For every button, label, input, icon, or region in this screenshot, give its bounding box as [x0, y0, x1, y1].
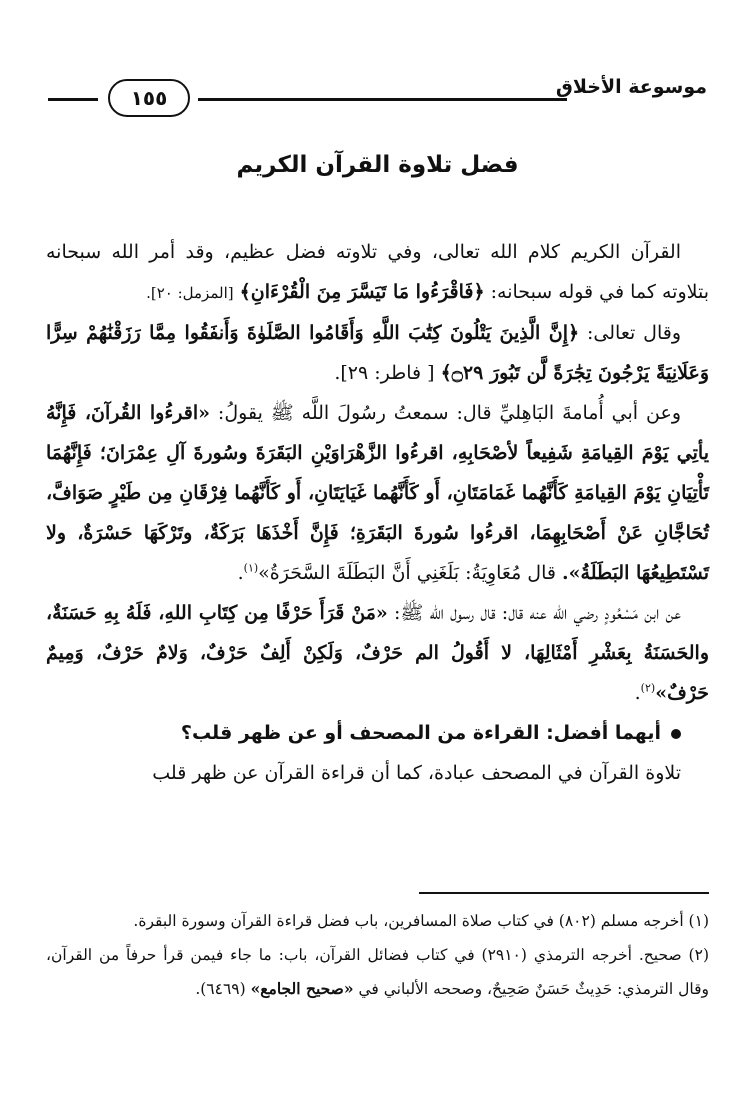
- paragraph-4: [46, 593, 709, 713]
- bullet-heading: [46, 713, 709, 753]
- verse-reference: [ فاطر: ٢٩].: [334, 362, 435, 384]
- page-header: [48, 74, 707, 122]
- p3-intro: وعن أبي أُمامةَ البَاهِليِّ قال: سمعتُ رسُولَ اللَّه ﷺ يقولُ:: [210, 402, 681, 424]
- hadith-text: «مَنْ قَرَأَ حَرْفًا مِن كِتَابِ اللهِ، فَلَهُ بِهِ حَسَنَةٌ، والحَسَنَةُ بِعَشْرِ أَمْثَالِهَا، لا أَقُولُ الم حَرْفٌ، وَلَكِنْ أَلِفٌ حَرْفٌ، وَلامٌ حَرْفٌ، وَمِيمٌ حَرْفٌ»: [46, 602, 709, 704]
- footnote-marker-1: (١): [243, 561, 259, 575]
- bullet-icon: [671, 729, 681, 739]
- p4-intro: عن ابن مَسْعُودٍ رضي الله عنه قال: قال رسول الله ﷺ:: [387, 602, 681, 624]
- body-text: [46, 232, 709, 793]
- section-title: فضل تلاوة القرآن الكريم: [236, 152, 519, 178]
- p5-text: تلاوة القرآن في المصحف عبادة، كما أن قراءة القرآن عن ظهر قلب: [152, 762, 681, 784]
- paragraph-1: [46, 232, 709, 313]
- p4-end: .: [634, 682, 641, 704]
- p2-intro: وقال تعالى:: [579, 322, 682, 344]
- paragraph-2: [46, 313, 709, 393]
- header-rule-short: [48, 98, 98, 101]
- page-number-badge: [108, 79, 190, 117]
- p3-end: .: [237, 562, 244, 584]
- footnote-marker-2: (٢): [640, 681, 656, 695]
- paragraph-5: [46, 753, 709, 793]
- quran-verse-muzzammil: ﴿فَاقْرَءُوا مَا تَيَسَّرَ مِنَ الْقُرْءَانِ﴾: [239, 281, 485, 303]
- header-rule: [198, 98, 567, 101]
- hadith-text: «اقرءُوا القُرآنَ، فَإِنَّهُ يأتِي يَوْمَ القِيامَةِ شَفِيعاً لأصْحَابِهِ، اقرءُوا الزَّهْرَاوَيْنِ البَقَرَةَ وسُورةَ آلِ عِمْرَانَ؛ فَإِنَّهُمَا تَأْتِيَانِ يَوْمَ القِيامَةِ كَأَنَّهُما غَمَامَتَانِ، أَو كَأَنَّهُما غَيَايَتَانِ، أَو كَأَنَّهُما فِرْقَانِ مِن طَيْرٍ صَوَافَّ، تُحَاجَّانِ عَنْ أَصْحَابِهِمَا، اقرءُوا سُورةَ البَقَرَةِ؛ فَإِنَّ أَخْذَهَا بَرَكَةٌ، وتَرْكَهَا حَسْرَةٌ، ولا تَسْتَطِيعُهَا البَطَلَةُ».: [46, 402, 709, 584]
- footnote-2-end: (٦٤٦٩).: [195, 980, 251, 998]
- verse-reference: [المزمل: ٢٠].: [146, 284, 234, 302]
- p1-intro: القرآن الكريم كلام الله تعالى، وفي تلاوته فضل عظيم، وقد أمر الله سبحانه بتلاوته كما في قوله سبحانه:: [46, 241, 709, 303]
- book-title: موسوعة الأخلاق: [555, 76, 707, 98]
- p3-tail: قال مُعَاوِيَةُ: بَلَغَنِي أَنَّ البَطَلَةَ السَّحَرَةُ»: [258, 562, 563, 584]
- footnote-2-text: (٢) صحيح. أخرجه الترمذي (٢٩١٠) في كتاب فضائل القرآن، باب: ما جاء فيمن قرأ حرفاً من القرآن، وقال الترمذي: حَدِيثٌ حَسَنٌ صَحِيحٌ، وصححه الألباني في: [46, 946, 709, 998]
- footnote-1: (١) أخرجه مسلم (٨٠٢) في كتاب صلاة المسافرين، باب فضل قراءة القرآن وسورة البقرة.: [133, 912, 709, 930]
- quran-verse-fatir: ﴿إِنَّ الَّذِينَ يَتْلُونَ كِتَٰبَ اللَّهِ وَأَقَامُوا الصَّلَوٰةَ وَأَنفَقُوا مِمَّا رَزَقْنَٰهُمْ سِرًّا وَعَلَانِيَةً يَرْجُونَ تِجَٰرَةً لَّن تَبُورَ ۝٢٩﴾: [46, 322, 709, 384]
- bullet-heading-text: أيهما أفضل: القراءة من المصحف أو عن ظهر قلب؟: [180, 722, 661, 744]
- footnote-2-book: «صحيح الجامع»: [250, 979, 354, 998]
- paragraph-3: [46, 393, 709, 593]
- footnote-separator: [419, 892, 709, 894]
- page-number: ١٥٥: [130, 86, 168, 110]
- footnotes: [46, 904, 709, 1006]
- footnote-2: [46, 938, 709, 1006]
